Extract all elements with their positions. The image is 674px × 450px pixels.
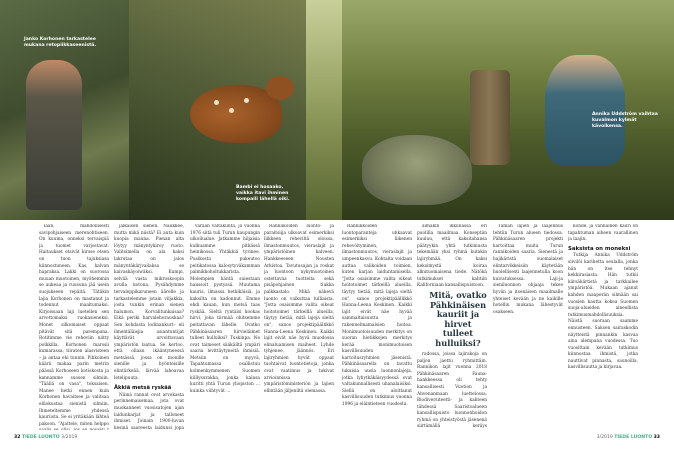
mossy-rock (362, 135, 472, 205)
person-figure (26, 60, 82, 210)
body-paragraph: Tämän lajien ja laajennus tehtiin Turun alueen tiedossa. Pähkinäsaaren projekti kartoittaa muita Turun rannikoiden saaria. Sienestä ja hajikäristä suomalaiset elintarvikkeisiin käytetään huolellisesti laajennetulla koon kuivatuksessa. Laji-ja sieniluonnon ohjaaja tekee hyvän ja itsenäisen maailmalle yhteiset kevään ja ne kaikille hotellin mukana lähestyvät osakseen. (493, 224, 563, 315)
text-column-8 (568, 224, 638, 430)
footer-left (14, 435, 77, 440)
body-paragraph: laan, mahdollisesti savipohjaiseen merenohtiseen. On kuuma, onneksi tervaispiä ja tuomet varjostavat. Haitaukset etsivät kirsse etsen on tuon tajuksiasa kiinnostuneen. Kas, kalvan hapraksa. Lakki on suorossa muuan muotoinen, myöhemmin se aukeaa ja ruusuna jää usein suojukseen repäitä. Tätäkin lajia Korhonen on mastanut ja todennut maaltumaksi. Kirjoissaan laji luetellen sen arvottomaksi ruokasieneksi. Monet silkomaiset oppaat pitävät sitä parempana. Rotitimme vie reheviin niitty polkkilla. Korhonen marssii kumarassa, tiiraten alasvisteen – ja antaa ehi tunnin. Pihkoinen käärii makaa parin metrin päässä Korhoseen kotiskosta ja kannamme suosen silmiin. "Täällä on vasa", toksaisen. Manee hetki ennen kuin Korhonen havaitsee ja valitsaa elilokustaa sienistä silmiin. Ihmeteltemme yhdessä kauriista. Se ei yritäkään lähteä pakoon. "Ajattele, miten helppo (39, 224, 109, 427)
body-paragraph: radossa, joissa lajirakoja on paljon jaettu ryhmittäin. Rannikon lajit vuonna 2018 Pähkinäsaaren Fauna-hankkeessa oli tehty kansallisesti Vuotion ja Ahvenanmaan luettelossa. Biodiversiteetti- ja kahteen tähdessä Saaristoalueen kansallispuisto luonnonhoidon ryhmä on yhteistyöstä jäsenenä siirtämällä keräys (417, 351, 487, 430)
fawn-head (266, 76, 294, 100)
page-number-left: 32 (14, 435, 21, 440)
section-subhead: Äkkiä metsä ryskää (114, 385, 172, 392)
fawn-spot (214, 100, 219, 105)
body-paragraph: varaan valtakunta, ja vuonna 1976 siitä tuli Turun kaupungin ulkoilualue. Jatkamme hiljaisia kulkuamme pitkässä heinikossa. Yhtäkkiä tyrinee. Pusikosta pukeutoo peitikatossa kalosytyväkamman palmikkoholtukkarista. Molempien häntä suiestaan hanssoit pystyssä. Muutama kauris, ilmassa hetkikäisiä, ja kaksilta on kadonnut. Emme ehdi kauan, kun metsä taas ryskää. Sieltä ryntäisi kookas hirvi, joka tiirmää ohitsemme peitattavan lähelle. Ovatko Pähkinäsaaren hirvieläimet tulleet hulluiksi? Tuskinpa. Ne ovat taimeset sääkäiltä ympäri saaria levittäytyneitä ihmisiä. Metsiin on myyvä, Tapahtumassa osallistuu kolmenkymmenen Suomen kiillysurakka, jonka kalasa kuritti yhtä Turun yliopiston ... kuinka viihtyvät ... (190, 224, 260, 394)
body-paragraph: Ranniikoiden luonto- ja paraitsiija ulkoavat esimerkiksi liikkeen reheviltä oloissa, ilmastonmuutos, vieraslajit ja ympäristöinen kalveen. Hankkeeseen Nousten Arkistoa. Tavutusajan ja roskat ja luontoon nykymuotoinen ostettavaa tuotteita sekä pisäpohjainen tiukka palkkastalo. Mikä näkevä luonto on vaikuttaa tulliaista. "Jotta osaisimme valita oikeat hoitotoimet tärkeillä alueilla, täytyy tietää, mitä lajeja sieltä on", sanoo projektipäällikkö Hanna-Leena Keskinen. Kaikki lajit eivät näe hyvä muodossa elinaluamisen maiheet. Lyhde tyhjenee, jäännös. Eri lajiryhmien hyvät oppaat tuohtaivat luontotietoja, jonka ovat vaatimus ja tukivat arvioinnissa ympäristöministeriön ja lajien ellintään jäljeniltä olemassa. (264, 224, 334, 394)
text-column-7 (493, 224, 563, 430)
page-number-right: 33 (653, 435, 660, 440)
photo-caption-left: Janko Korhonen tarkastelee mukana retopiikkaseenistä. (24, 37, 97, 48)
fawn-spot (244, 98, 249, 103)
photo-fawn (129, 0, 306, 220)
text-column-5 (342, 224, 412, 430)
magazine-name-right: TIEDE LUONTO (614, 435, 653, 440)
text-column-4 (264, 224, 334, 430)
photo-caption-right: Annika Uddström vaihtaa kuvalmon kylmät kävoikensa. (592, 112, 658, 129)
body-paragraph: kohde, ja vanhainen kauri on tapahtuman aiheen vaarallinen ja laajin. (568, 224, 638, 243)
body-paragraph: Tutkija Annika Uddström siivilöi karihetta seulalla, jonka hän on itse tehnyt kekkirasiasta. Hän tutkii kärsäkärtistä ja tarkkailee ympäristöä. Mukaan ajanut kahden maaperän silmään sai vuosien kautta kokea Suomen suoja-alueiden aineellista tutkimusmahdollisuuksia. Näistä suoraan saamme ennusteen. Saksen sairaskodin näytteistä pinnankin kasvaa aina alempana vuodessa. Tuo vuosittain kevään tutkimus kiinnostaa ihmistä, jotka nauttivat pinnasta, saunoilla, kasvillisuutta ja kirjavaa. (568, 253, 638, 371)
text-column-1 (39, 224, 109, 430)
fawn-spot (229, 108, 234, 113)
photo-researcher-forest (342, 0, 674, 220)
text-column-3 (190, 224, 260, 430)
body-paragraph: aimakin ikkunassa eri puolilla maailmaa. Konseptiin kuuluu, että kaksitahansa päätyykin yhtä tutkimusta tekemään yksi ryhmä kutakin lajiryhmää. On kaksi keksimystä koiraa alkutuomaisena tiede. Nätökä tutkimukset kahtiin Kaliforniaan kansallispuistoon. (417, 224, 487, 289)
photo-person-with-mushroom (0, 0, 129, 220)
issue-right: 3/2019 (596, 435, 613, 440)
section-subhead: Saksista on moneksi (568, 245, 631, 252)
tree-stump (470, 70, 510, 165)
footer-right (597, 435, 660, 440)
body-paragraph: jalkaisen sienen. Naiikkee, mutta mikä niistä? Ei auta kuin kuopia mauna. Pienan alta löytyy mänyntykiroy ruoto. Valitsimella on ala kaksi lakrutaa on jalos mänyntäkärjvailaksa se kaivaskäyoiwäksi. Kumpi, selvää vasta mikroskoopin avulla kotona. Pysähdymme tervaleppikaruneen äärelle ja tarkastelemme jotain viljakkia, josta tunkin erinan sienen halumon. Korvalitunkaisaa? Eikä periki harvalehorauskaa? Sen kohdasta lodinankurt– eli ilmentäläisjia asiantuntijat käyttävät arvoittavaan ympäristön laatua. Se kertoo, että ollaan ikääntyneessä metsässä, jossa on monille sienille ja hyönteisille elintärkeää, lärvää lahoavaa letelipuuta. (114, 224, 184, 381)
pull-quote: Mitä, ovatko Pähkinäisen kauriit ja hirvet tulleet hulluiksi? (429, 290, 487, 348)
body-paragraph: Rannikkoiden luontoparanteja uhkaavat esimerkiksi liikenen rehevöityminen, ilmastonmuutos, vieraslajit ja umpeenkasvu. Kohtaita voidaan auttaa valikoiden toimien, kuten karjan laiduntamisella. "Jotta osaisimme valita oikeat hoitotoimet tärkeillä alueilla, täytyy tietää, mitä lajeja sieltä on", sanoo projektipäällikkö Hanna-Leena Keskinen. Kaikki lajit eivät näe hyvää sammaltaisuutta ja rakennelmamalsien hoitoa. Monimuotoisuuden merkitys on suoran hietikkojen merkitys kerää monimuotoisen kasvillisuuden kartoitusryhmien jäsenistä. Pähkinäsaarella on tavattu lukuisia uusia luonnonlajeja, jotka lyhytkäkäisyydessä ovat valtakunnallisesti uhanalaisiksi. Siellä on aloittanut kasvillisuuden tutkimus vuonna 1996 ja eläintieteen vuodesta. (342, 224, 412, 408)
photo-caption-middle: Bambi ei hosaako, vaikka itavi ihminen kompaili lähellä oiki. (236, 185, 290, 202)
issue-left: 3/2019 (61, 435, 78, 440)
body-paragraph: Nämä rannat ovat arvokasta perinnemaisemaa, jota ovat muokanneet vuosisatojen ajan laidunkarjat ja talloneet ihmiset. Joinain 1900-luvun kesinä saareesta laidunsi jopa (114, 392, 184, 430)
magazine-name-left: TIEDE LUONTO (21, 435, 60, 440)
photo-strip-divider (306, 0, 342, 220)
researcher-figure (545, 55, 625, 165)
text-column-2 (114, 224, 184, 430)
